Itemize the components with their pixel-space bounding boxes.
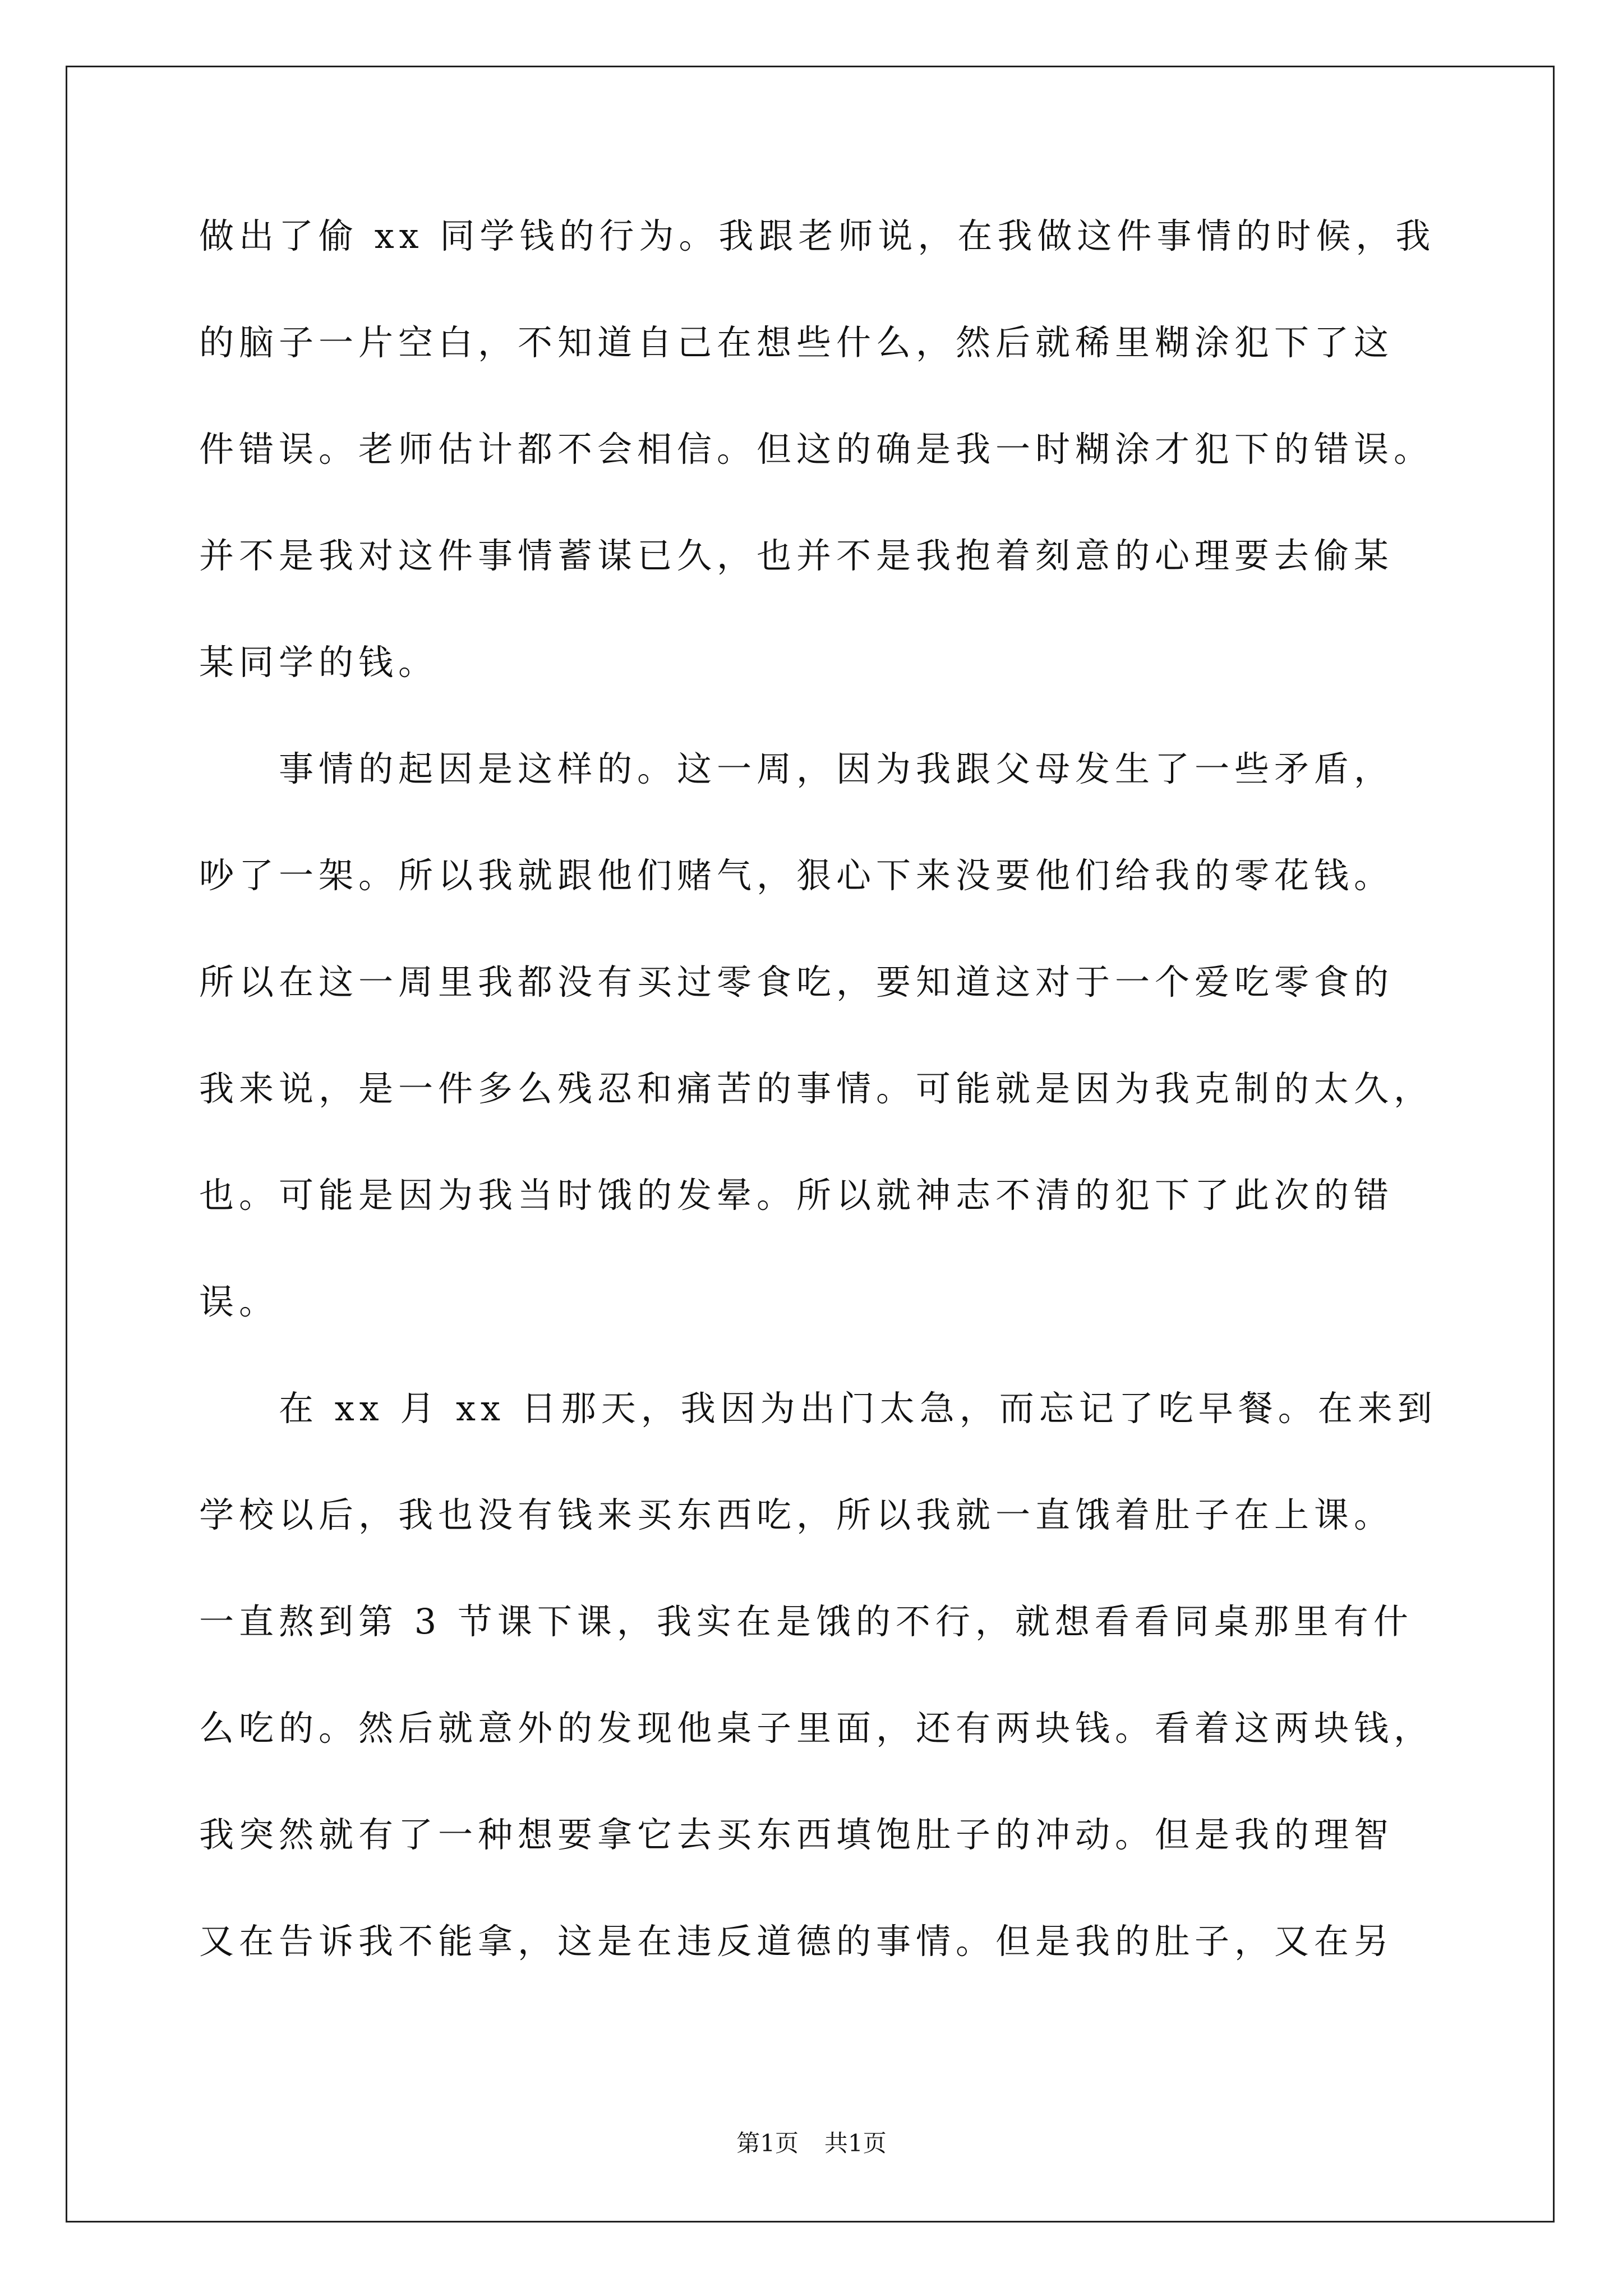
text-line: 我来说，是一件多么残忍和痛苦的事情。可能就是因为我克制的太久， xyxy=(199,1068,1434,1109)
text-line: 吵了一架。所以我就跟他们赌气，狠心下来没要他们给我的零花钱。 xyxy=(199,855,1394,896)
page-number: 第1页 xyxy=(736,2129,799,2157)
page-border xyxy=(66,66,1555,2223)
text-line: 事情的起因是这样的。这一周，因为我跟父母发生了一些矛盾， xyxy=(199,748,1394,789)
text-line: 的脑子一片空白，不知道自己在想些什么，然后就稀里糊涂犯下了这 xyxy=(199,322,1394,363)
text-line: 在 xx 月 xx 日那天，我因为出门太急，而忘记了吃早餐。在来到 xyxy=(199,1388,1437,1429)
text-line: 件错误。老师估计都不会相信。但这的确是我一时糊涂才犯下的错误。 xyxy=(199,429,1434,470)
text-line: 某同学的钱。 xyxy=(199,642,439,683)
page-total: 共1页 xyxy=(824,2129,887,2157)
text-line: 也。可能是因为我当时饿的发晕。所以就神志不清的犯下了此次的错 xyxy=(199,1175,1394,1216)
text-line: 误。 xyxy=(199,1281,279,1322)
text-line: 所以在这一周里我都没有买过零食吃，要知道这对于一个爱吃零食的 xyxy=(199,961,1394,1002)
text-line: 做出了偷 xx 同学钱的行为。我跟老师说，在我做这件事情的时候，我 xyxy=(199,215,1436,256)
text-line: 我突然就有了一种想要拿它去买东西填饱肚子的冲动。但是我的理智 xyxy=(199,1814,1394,1855)
text-line: 并不是我对这件事情蓄谋已久，也并不是我抱着刻意的心理要去偷某 xyxy=(199,535,1394,576)
text-line: 么吃的。然后就意外的发现他桌子里面，还有两块钱。看着这两块钱， xyxy=(199,1708,1434,1749)
text-line: 学校以后，我也没有钱来买东西吃，所以我就一直饿着肚子在上课。 xyxy=(199,1494,1394,1535)
text-line: 一直熬到第 3 节课下课，我实在是饿的不行，就想看看同桌那里有什 xyxy=(199,1601,1413,1642)
page-footer xyxy=(0,2130,1623,2157)
text-line: 又在告诉我不能拿，这是在违反道德的事情。但是我的肚子，又在另 xyxy=(199,1921,1394,1962)
